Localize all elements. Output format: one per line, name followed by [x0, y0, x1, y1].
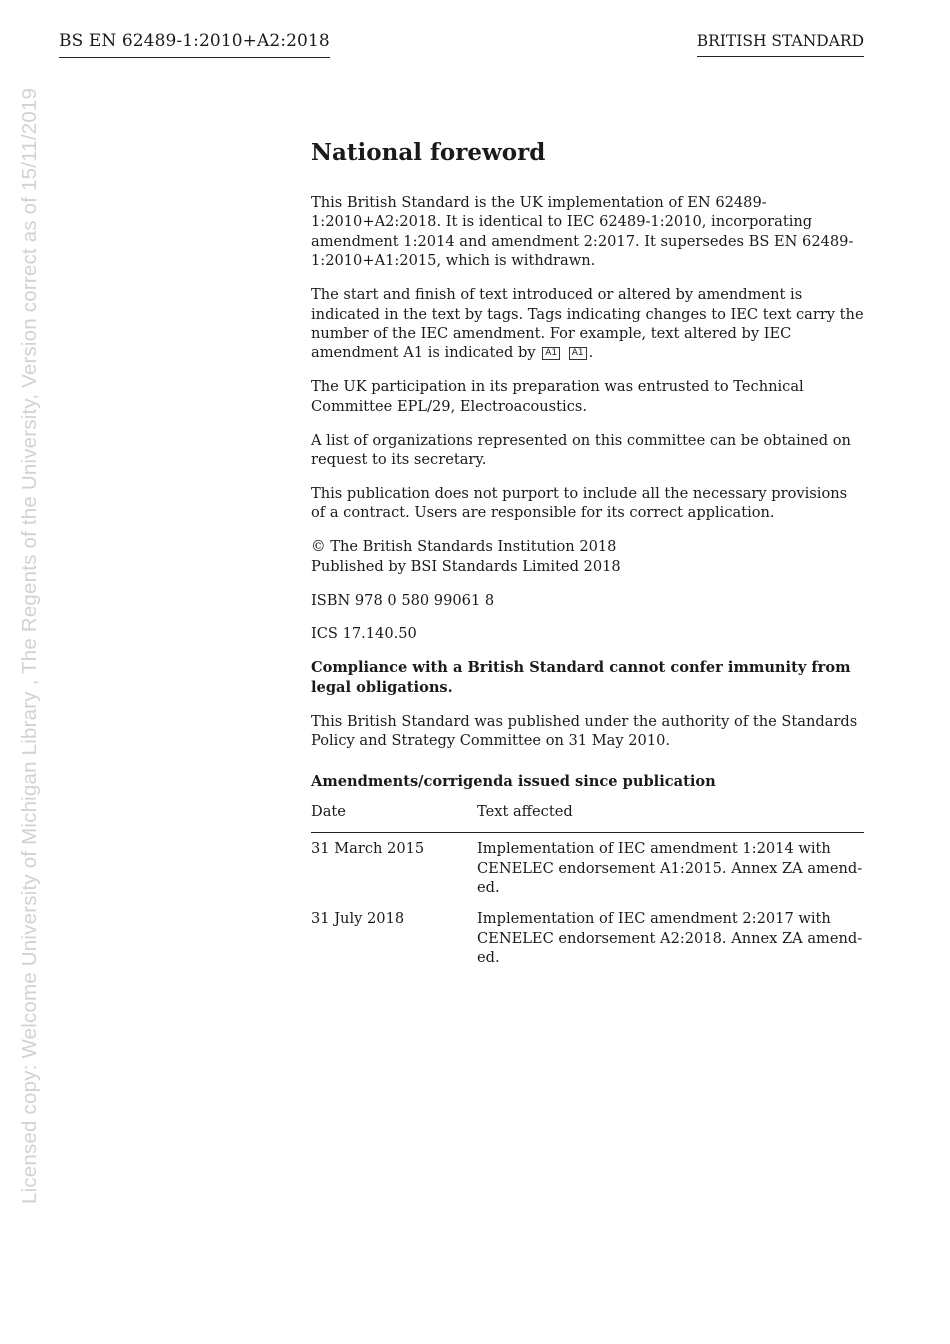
license-watermark: Licensed copy: Welcome University of Michigan Library , The Regents of the University, Version correct as of 15/11/2019	[18, 87, 41, 1204]
copyright-line: © The British Standards Institution 2018	[311, 538, 617, 556]
copyright-block	[311, 537, 864, 576]
publisher-line: Published by BSI Standards Limited 2018	[311, 557, 621, 575]
amendment-start-tag-icon: A1	[542, 347, 560, 360]
standard-number: BS EN 62489-1:2010+A2:2018	[59, 31, 330, 58]
table-header-row	[311, 802, 864, 833]
amendments-table	[311, 802, 864, 974]
implementation-paragraph: This British Standard is the UK implementation of EN 62489-1:2010+A2:2018. It is identical to IEC 62489-1:2010, incorporating amendment 1:2014 and amendment 2:2017. It supersedes BS EN 62489-1:2010+A1:2015, which is withdrawn.	[311, 194, 854, 270]
amendments-title: Amendments/corrigenda issued since publication	[311, 773, 716, 791]
amendment-tags-paragraph	[311, 285, 864, 363]
amendment-date: 31 March 2015	[311, 840, 425, 858]
amendment-tags-text: The start and finish of text introduced or altered by amendment is indicated in the text by tags. Tags indicating changes to IEC text carry the number of the IEC amendment. For example, text altered by IEC amendment A1 is indicated by	[311, 286, 864, 362]
provisions-paragraph: This publication does not purport to include all the necessary provisions of a contract. Users are responsible for its correct application.	[311, 484, 848, 522]
page-title: National foreword	[311, 139, 546, 166]
table-row	[311, 903, 864, 973]
authority-paragraph: This British Standard was published under the authority of the Standards Policy and Strategy Committee on 31 May 2010.	[311, 712, 858, 750]
amendment-end-tag-icon: A1	[569, 347, 587, 360]
column-header-date: Date	[311, 802, 477, 833]
amendment-text: Implementation of IEC amendment 2:2017 with CENELEC endorsement A2:2018. Annex ZA amend-ed.	[477, 910, 863, 967]
organizations-paragraph: A list of organizations represented on this committee can be obtained on request to its secretary.	[311, 431, 851, 468]
column-header-text-affected: Text affected	[477, 802, 864, 833]
table-row	[311, 833, 864, 904]
ics: ICS 17.140.50	[311, 625, 417, 643]
amendment-tags-period: .	[588, 344, 594, 362]
compliance-statement: Compliance with a British Standard cannot confer immunity from legal obligations.	[311, 659, 851, 696]
amendment-date: 31 July 2018	[311, 910, 405, 928]
foreword-content	[311, 138, 864, 974]
isbn: ISBN 978 0 580 99061 8	[311, 591, 495, 609]
amendment-text: Implementation of IEC amendment 1:2014 with CENELEC endorsement A1:2015. Annex ZA amend-ed.	[477, 840, 863, 897]
standard-type: BRITISH STANDARD	[697, 32, 864, 57]
committee-paragraph: The UK participation in its preparation was entrusted to Technical Committee EPL/29, Electroacoustics.	[311, 378, 804, 415]
